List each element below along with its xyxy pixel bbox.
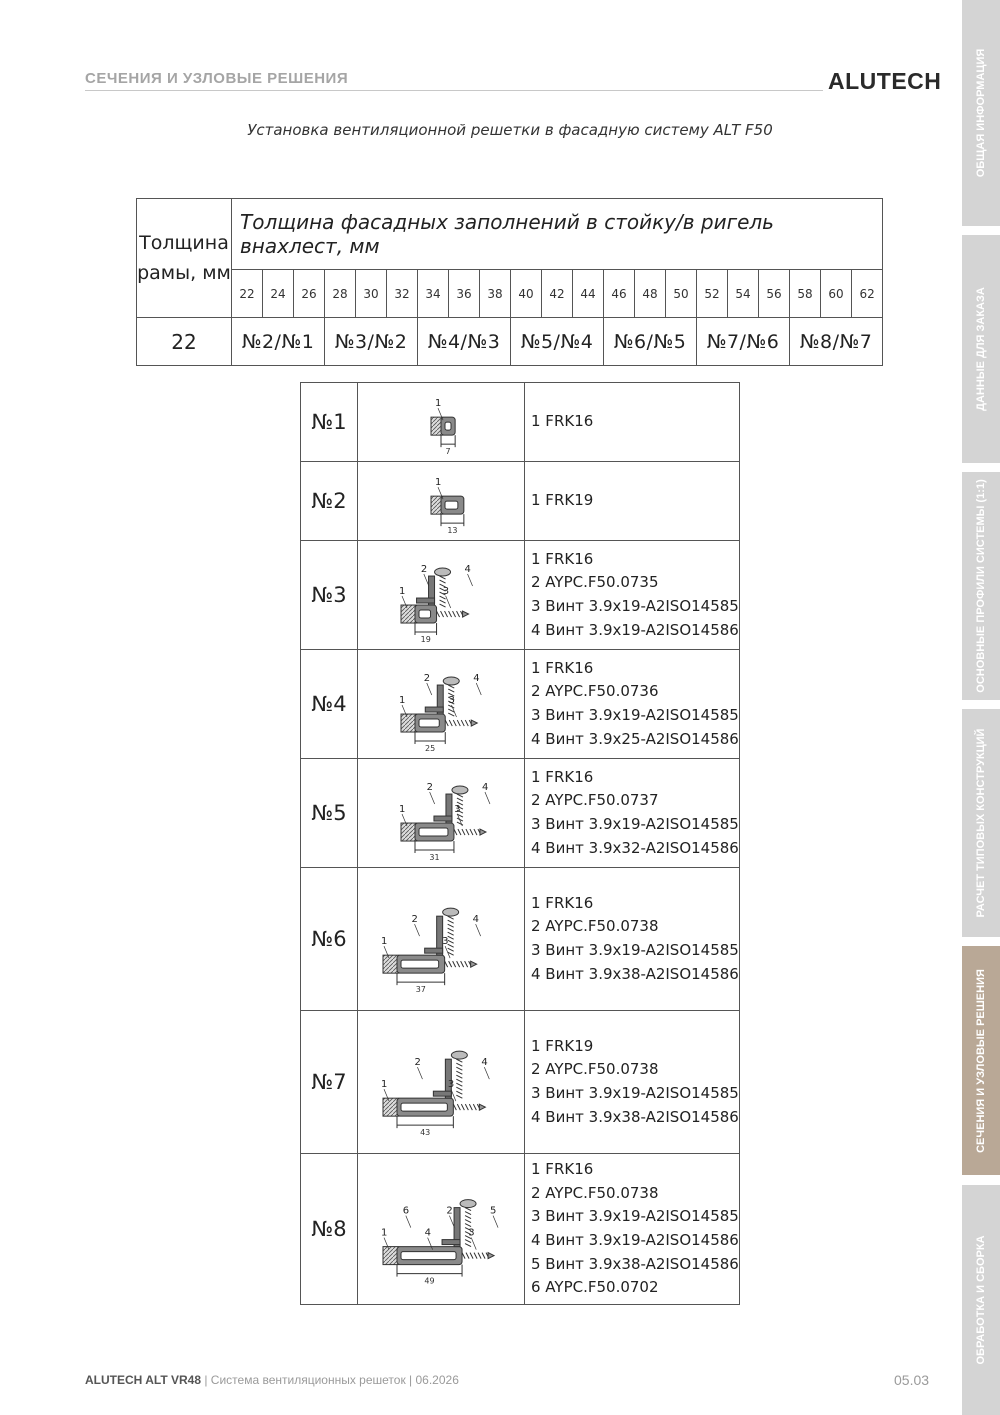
variant-code-cell: №2/№1 — [232, 318, 325, 366]
variant-code-cell: №7/№6 — [697, 318, 790, 366]
variant-code-cell: №4/№3 — [418, 318, 511, 366]
component-line: 4 Винт 3.9x38-A2ISO14586 — [531, 964, 739, 983]
component-line: 1 FRK16 — [531, 412, 594, 431]
dimension-label: 49 — [424, 1276, 435, 1286]
sidebar-tab[interactable] — [962, 709, 1000, 937]
sidebar-tab[interactable] — [962, 946, 1000, 1175]
thickness-cell: 26 — [294, 270, 325, 318]
component-line: 2 AYPC.F50.0736 — [531, 682, 659, 701]
screw-head — [443, 677, 459, 685]
page-number: 05.03 — [894, 1372, 930, 1388]
footer-text: | Система вентиляционных решеток | 06.2026 — [201, 1373, 459, 1387]
section-drawing — [361, 544, 521, 647]
variant-drawing-cell — [358, 383, 525, 462]
section-drawing — [361, 1157, 521, 1302]
variant-drawing-cell — [358, 1011, 525, 1154]
footer — [85, 1373, 459, 1387]
section-drawing — [361, 762, 521, 865]
screw-head — [452, 786, 468, 794]
variant-label: №2 — [301, 462, 358, 541]
callout-number: 4 — [481, 1056, 488, 1068]
frame-thickness-header: Толщина рамы, мм — [137, 199, 232, 318]
variant-row — [301, 868, 740, 1011]
thickness-cell: 46 — [604, 270, 635, 318]
variant-components — [525, 1011, 740, 1154]
component-line: 3 Винт 3.9x19-A2ISO14585 — [531, 706, 739, 724]
screw-head — [435, 568, 451, 576]
variant-row — [301, 541, 740, 650]
thickness-cell: 54 — [728, 270, 759, 318]
dimension-label: 25 — [425, 743, 436, 753]
profile-cavity — [419, 610, 431, 618]
callout-number: 2 — [426, 781, 434, 793]
component-line: 3 Винт 3.9x19-A2ISO14585 — [531, 941, 739, 959]
variant-code-cell: №5/№4 — [511, 318, 604, 366]
variant-label: №4 — [301, 650, 358, 759]
frame-thickness-value: 22 — [137, 318, 232, 366]
variant-label: №6 — [301, 868, 358, 1011]
thickness-cell: 60 — [821, 270, 852, 318]
callout-number: 1 — [435, 397, 442, 409]
variant-label: №5 — [301, 759, 358, 868]
thickness-cell: 58 — [790, 270, 821, 318]
variant-label: №3 — [301, 541, 358, 650]
callout-number: 2 — [411, 913, 418, 925]
thickness-table — [136, 198, 883, 366]
component-line: 1 FRK19 — [531, 491, 594, 510]
dimension-label: 7 — [445, 446, 451, 456]
variant-label: №7 — [301, 1011, 358, 1154]
sidebar-tab-label: СЕЧЕНИЯ И УЗЛОВЫЕ РЕШЕНИЯ — [975, 968, 987, 1153]
profile-cavity — [419, 828, 448, 836]
profile-cavity — [401, 960, 439, 968]
component-line: 1 FRK19 — [531, 1036, 594, 1055]
adapter-flange — [425, 948, 443, 953]
header-rule — [85, 90, 823, 91]
variants-table — [300, 382, 740, 1305]
callout-number: 1 — [399, 585, 406, 597]
variant-drawing-cell — [358, 462, 525, 541]
component-line: 2 AYPC.F50.0735 — [531, 573, 659, 592]
variant-label: №1 — [301, 383, 358, 462]
sidebar-tab[interactable] — [962, 1185, 1000, 1415]
component-line: 2 AYPC.F50.0738 — [531, 1060, 659, 1079]
dimension-label: 31 — [429, 852, 440, 862]
thickness-cell: 22 — [232, 270, 263, 318]
variant-code-cell: №8/№7 — [790, 318, 883, 366]
variant-components — [525, 1154, 740, 1305]
sidebar-tab-label: РАСЧЕТ ТИПОВЫХ КОНСТРУКЦИЙ — [975, 728, 987, 918]
section-title: СЕЧЕНИЯ И УЗЛОВЫЕ РЕШЕНИЯ — [85, 70, 349, 87]
variant-row — [301, 1154, 740, 1305]
adapter-flange — [433, 1091, 451, 1096]
section-drawing — [361, 1014, 521, 1151]
callout-number: 1 — [399, 803, 406, 815]
thickness-cell: 52 — [697, 270, 728, 318]
thickness-cell: 24 — [263, 270, 294, 318]
variant-code-cell: №3/№2 — [325, 318, 418, 366]
dimension-label: 37 — [415, 984, 426, 994]
callout-number: 2 — [446, 1205, 453, 1217]
fill-thickness-header: Толщина фасадных заполнений в стойку/в ригель внахлест, мм — [232, 199, 883, 270]
thickness-cell: 38 — [480, 270, 511, 318]
sidebar-tab-label: ОБРАБОТКА И СБОРКА — [975, 1235, 987, 1365]
component-line: 1 FRK16 — [531, 658, 594, 677]
adapter-flange — [442, 1239, 460, 1244]
component-line: 4 Винт 3.9x19-A2ISO14586 — [531, 620, 739, 639]
profile-cavity — [401, 1251, 456, 1259]
component-line: 6 AYPC.F50.0702 — [531, 1278, 659, 1297]
screw-head — [451, 1051, 467, 1059]
variant-row — [301, 1011, 740, 1154]
profile-cavity — [445, 422, 451, 430]
callout-number: 2 — [423, 672, 431, 684]
callout-number: 5 — [490, 1205, 497, 1217]
variant-components — [525, 541, 740, 650]
callout-number: 4 — [424, 1227, 431, 1239]
thickness-cell: 34 — [418, 270, 449, 318]
variant-drawing-cell — [358, 541, 525, 650]
thickness-cell: 50 — [666, 270, 697, 318]
adapter-flange — [434, 816, 452, 821]
component-line: 4 Винт 3.9x32-A2ISO14586 — [531, 838, 739, 857]
variant-code-cell: №6/№5 — [604, 318, 697, 366]
component-line: 3 Винт 3.9x19-A2ISO14585 — [531, 597, 739, 615]
variant-drawing-cell — [358, 868, 525, 1011]
callout-number: 4 — [481, 781, 489, 793]
sidebar-tab[interactable] — [962, 235, 1000, 463]
thickness-cell: 42 — [542, 270, 573, 318]
variant-components — [525, 868, 740, 1011]
component-line: 1 FRK16 — [531, 549, 594, 568]
page-subtitle: Установка вентиляционной решетки в фасадную систему ALT F50 — [247, 121, 773, 139]
sidebar-tab[interactable] — [962, 472, 1000, 700]
callout-number: 6 — [402, 1205, 410, 1217]
callout-number: 2 — [414, 1056, 421, 1068]
callout-number: 3 — [468, 1227, 475, 1239]
thickness-cell: 62 — [852, 270, 883, 318]
sidebar-tab-label: ОБЩАЯ ИНФОРМАЦИЯ — [975, 48, 987, 178]
thickness-cell: 30 — [356, 270, 387, 318]
adapter-flange — [417, 598, 435, 603]
callout-number: 4 — [473, 672, 480, 684]
variant-components — [525, 650, 740, 759]
section-drawing — [361, 465, 521, 538]
thickness-cell: 40 — [511, 270, 542, 318]
component-line: 1 FRK16 — [531, 1160, 594, 1179]
callout-number: 1 — [381, 1078, 388, 1090]
adapter-flange — [425, 707, 443, 712]
variant-label: №8 — [301, 1154, 358, 1305]
variant-drawing-cell — [358, 1154, 525, 1305]
variant-row — [301, 462, 740, 541]
profile-cavity — [419, 719, 439, 727]
variant-components — [525, 383, 740, 462]
thickness-cell: 36 — [449, 270, 480, 318]
dimension-label: 19 — [420, 634, 431, 644]
component-line: 5 Винт 3.9x38-A2ISO14586 — [531, 1254, 739, 1273]
component-line: 2 AYPC.F50.0738 — [531, 1183, 659, 1202]
component-line: 2 AYPC.F50.0738 — [531, 917, 659, 936]
callout-number: 3 — [442, 585, 450, 597]
component-line: 4 Винт 3.9x25-A2ISO14586 — [531, 729, 739, 748]
callout-number: 3 — [448, 694, 455, 706]
variant-row — [301, 759, 740, 868]
variant-drawing-cell — [358, 650, 525, 759]
thickness-cell: 44 — [573, 270, 604, 318]
screw-head — [443, 908, 459, 916]
callout-number: 2 — [420, 563, 428, 575]
callout-number: 1 — [381, 935, 388, 947]
thickness-cell: 28 — [325, 270, 356, 318]
callout-number: 3 — [442, 935, 449, 947]
profile-cavity — [445, 501, 458, 509]
component-line: 1 FRK16 — [531, 767, 594, 786]
callout-number: 1 — [399, 694, 406, 706]
component-line: 3 Винт 3.9x19-A2ISO14585 — [531, 1207, 739, 1226]
variant-components — [525, 462, 740, 541]
callout-number: 1 — [435, 476, 442, 488]
thickness-cell: 48 — [635, 270, 666, 318]
section-drawing — [361, 871, 521, 1008]
component-line: 4 Винт 3.9x38-A2ISO14586 — [531, 1107, 739, 1126]
callout-number: 4 — [464, 563, 471, 575]
variant-components — [525, 759, 740, 868]
section-sidebar — [962, 0, 1000, 1415]
sidebar-tab-label: ОСНОВНЫЕ ПРОФИЛИ СИСТЕМЫ (1:1) — [975, 479, 987, 693]
sidebar-tab[interactable] — [962, 0, 1000, 226]
thickness-cell: 32 — [387, 270, 418, 318]
sidebar-tab-label: ДАННЫЕ ДЛЯ ЗАКАЗА — [975, 287, 987, 411]
dimension-label: 43 — [420, 1127, 431, 1137]
component-line: 4 Винт 3.9x19-A2ISO14586 — [531, 1231, 739, 1249]
brand-logo: ALUTECH — [828, 68, 942, 94]
callout-number: 4 — [472, 913, 480, 925]
variant-row — [301, 383, 740, 462]
callout-number: 3 — [454, 803, 461, 815]
footer-product: ALUTECH ALT VR48 — [85, 1373, 202, 1387]
screw-head — [460, 1199, 476, 1207]
component-line: 2 AYPC.F50.0737 — [531, 791, 659, 810]
component-line: 3 Винт 3.9x19-A2ISO14585 — [531, 1084, 739, 1102]
dimension-label: 13 — [447, 525, 458, 535]
thickness-cell: 56 — [759, 270, 790, 318]
component-line: 1 FRK16 — [531, 893, 594, 912]
variant-drawing-cell — [358, 759, 525, 868]
section-drawing — [361, 653, 521, 756]
callout-number: 1 — [381, 1227, 388, 1239]
component-line: 3 Винт 3.9x19-A2ISO14585 — [531, 815, 739, 833]
profile-cavity — [401, 1103, 447, 1111]
section-drawing — [361, 386, 521, 459]
callout-number: 3 — [447, 1078, 455, 1090]
variant-row — [301, 650, 740, 759]
